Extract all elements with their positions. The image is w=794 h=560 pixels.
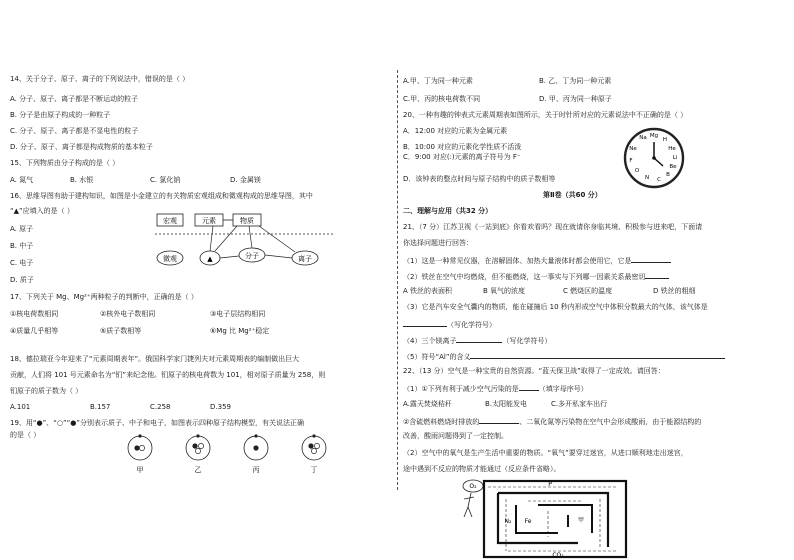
svg-text:C: C: [657, 177, 661, 183]
svg-text:F: F: [629, 158, 633, 164]
q15-stem: 15、下列物质由分子构成的是（ ）: [10, 159, 120, 167]
atom-label-ding: 丁: [310, 466, 318, 474]
svg-text:B: B: [666, 172, 670, 178]
q19-option-b: B. 乙、丁为同一种元素: [539, 77, 612, 85]
q21-sub2-option-a: A 铁丝的表面积: [403, 287, 453, 295]
q15-option-b: B. 水银: [70, 176, 94, 184]
q14-option-d: D. 分子、原子、离子都是构成物质的基本粒子: [10, 143, 153, 151]
q20-option-d: D．该钟表的整点时间与原子结构中的质子数相等: [403, 175, 556, 183]
q16-option-d: D. 质子: [10, 276, 34, 284]
mind-map-element: 元素: [202, 217, 216, 225]
element-clock: [621, 126, 687, 190]
q21-sub2-option-d: D 铁丝的粗细: [653, 287, 696, 295]
q16-option-b: B. 中子: [10, 242, 34, 250]
svg-text:Mg: Mg: [649, 133, 659, 139]
q18-line3: 钔原子的质子数为（ ）: [10, 387, 83, 395]
q17-item-5: ⑤质子数相等: [100, 327, 142, 335]
q22-sub2b: 途中遇到不反应的物质才能通过（反应条件省略）。: [403, 465, 561, 473]
part-two-title: 第Ⅱ卷（共60 分）: [543, 191, 602, 199]
q21-line1: 21、（7 分）江苏卫视《一站到底》你看欢看吗？现在就请你身临其境、积极参与进来吧，下面请: [403, 223, 703, 231]
q18-option-c: C.258: [150, 403, 171, 411]
svg-text:N: N: [644, 175, 650, 181]
q20-option-a: A．12:00 对应的元素为金属元素: [403, 127, 508, 135]
q17-item-2: ②核外电子数相同: [100, 310, 156, 318]
atom-label-yi: 乙: [194, 466, 202, 474]
q16-stem: 16、思维导图有助于建构知识，如图是小金建立的有关物质宏观组成和微观构成的思维导图，其中: [10, 192, 313, 200]
atom-ding: [302, 434, 326, 460]
q22-sub1: （1）①下列有利于减少空气污染的是 （填字母序号）: [403, 382, 588, 394]
q18-line1: 18、德拉瑞亚今年迎来了“元素周期表年”。俄国科学家门捷列夫对元素周期表的编制做出巨大: [10, 355, 300, 363]
q22-option-b: B.太阳能发电: [485, 400, 528, 408]
mind-map-substance: 物质: [240, 217, 254, 225]
maze-fe: Fe: [524, 518, 532, 525]
mind-map-molecule: 分子: [245, 252, 259, 260]
atom-jia: [128, 434, 152, 460]
atom-label-bing: 丙: [252, 466, 260, 474]
q16-stem2: “▲”应填入的是（ ）: [10, 207, 74, 215]
q17-stem: 17、下列关于 Mg、Mg²⁺两种粒子的判断中，正确的是（ ）: [10, 293, 198, 301]
q21-line2: 你选择问题进行回答：: [403, 239, 473, 247]
maze-o2: O₂: [469, 483, 477, 490]
q15-option-a: A. 氮气: [10, 176, 34, 184]
q14-option-b: B. 分子是由原子构成的一种粒子: [10, 111, 111, 119]
q21-sub5: （5）符号“Al”的含义: [403, 350, 725, 362]
svg-text:He: He: [668, 146, 676, 152]
q17-item-4: ④质量几乎相等: [10, 327, 59, 335]
svg-text:H: H: [662, 137, 668, 143]
mind-map-micro: 微观: [163, 255, 177, 263]
q16-option-a: A. 原子: [10, 225, 34, 233]
q22-option-a: A.露天焚烧秸秆: [403, 400, 452, 408]
q17-item-6: ⑥Mg 比 Mg²⁺稳定: [210, 327, 270, 335]
q19-stem2: 的是（ ）: [10, 431, 41, 439]
q22-line1: 22、（13 分）空气是一种宝贵的自然资源。“蓝天保卫战”取得了一定成效。请回答：: [403, 367, 665, 375]
q22-sub2: （2）空气中的氧气是生产生活中重要的物质。“氧气”要穿过迷宫，从进口顺利地走出迷宫，: [403, 449, 688, 457]
oxygen-maze: [458, 477, 658, 559]
mind-map-ion: 离子: [298, 255, 312, 263]
q18-line2: 贡献，人们将 101 号元素命名为“钔”来纪念他。钔原子的核电荷数为 101，相对原子质量为 258，则: [10, 371, 326, 379]
q16-option-c: C. 电子: [10, 259, 34, 267]
mind-map-triangle: ▲: [207, 255, 213, 263]
mind-map-diagram: [155, 208, 335, 276]
section-two-title: 二、理解与应用（共32 分）: [403, 207, 493, 215]
q21-sub2-option-c: C 燃烧区的温度: [563, 287, 613, 295]
q14-option-c: C. 分子、原子、离子都是不显电性的粒子: [10, 127, 139, 135]
q22-sub1e: 改善，酸雨问题得到了一定控制。: [403, 432, 508, 440]
column-divider: [397, 70, 398, 490]
q18-option-d: D.359: [210, 403, 231, 411]
q15-option-c: C. 氯化钠: [150, 176, 181, 184]
maze-n2: N₂: [504, 518, 512, 525]
svg-text:Li: Li: [672, 155, 678, 161]
maze-co2: CO₂: [552, 552, 564, 559]
q21-sub3b: （写化学符号）: [403, 318, 496, 330]
svg-text:O: O: [634, 168, 640, 174]
q19-stem: 19、用“●”、“○”“●”分别表示质子、中子和电子，如图表示四种原子结构模型，有关说法正确: [10, 419, 304, 427]
atom-yi: [186, 434, 210, 460]
q22-option-c: C.多开私家车出行: [551, 400, 608, 408]
q14-option-a: A. 分子、原子、离子都是不断运动的粒子: [10, 95, 139, 103]
q22-sub1c: ②含硫燃料燃烧时排放的 、二氧化氮等污染物在空气中会形成酸雨，由于能源结构的: [403, 415, 701, 427]
q19-option-c: C.甲、丙的核电荷数不同: [403, 95, 481, 103]
atom-label-jia: 甲: [136, 466, 144, 474]
q21-sub1: （1）这是一种常见仪器，在溶解固体、加热大量液体时都会使用它，它是: [403, 254, 671, 266]
q19-option-d: D. 甲、丙为同一种原子: [539, 95, 612, 103]
svg-text:Ne: Ne: [629, 146, 637, 152]
q20-option-c: C．9:00 对应(:)元素的离子符号为 F⁻: [403, 153, 521, 161]
q17-item-1: ①核电荷数相同: [10, 310, 59, 318]
mind-map-macro: 宏观: [163, 217, 177, 225]
q17-item-3: ③电子层结构相同: [210, 310, 266, 318]
q21-sub2-option-b: B 氧气的浓度: [483, 287, 526, 295]
svg-text:Na: Na: [639, 135, 647, 141]
q19-option-a: A.甲、丁为同一种元素: [403, 77, 473, 85]
q15-option-d: D. 金属镁: [230, 176, 261, 184]
q20-option-b: B．10:00 对应的元素化学性质不活泼: [403, 143, 522, 151]
q18-option-a: A.101: [10, 403, 31, 411]
q20-stem: 20、一种有趣的钟表式元素周期表如图所示，关于时针所对应的元素说法中不正确的是（ ）: [403, 111, 688, 119]
maze-jia: 甲: [577, 517, 585, 524]
atom-bing: [244, 434, 268, 460]
maze-p: P: [548, 481, 552, 488]
atom-models: [120, 428, 360, 476]
svg-text:Be: Be: [669, 164, 677, 170]
q21-sub4: （4）三个镁离子 （写化学符号）: [403, 334, 551, 346]
q21-sub3: （3）它是汽车安全气囊内的物质，能在碰撞后 10 秒内形成空气中体积分数最大的气体，该气体是: [403, 303, 708, 311]
q18-option-b: B.157: [90, 403, 111, 411]
q21-sub2: （2）铁丝在空气中均燃烧，但不能燃烧，这一事实与下列哪一因素关系最密切: [403, 270, 669, 282]
q14-stem: 14、关于分子、原子、离子的下列说法中，错误的是（ ）: [10, 75, 190, 83]
